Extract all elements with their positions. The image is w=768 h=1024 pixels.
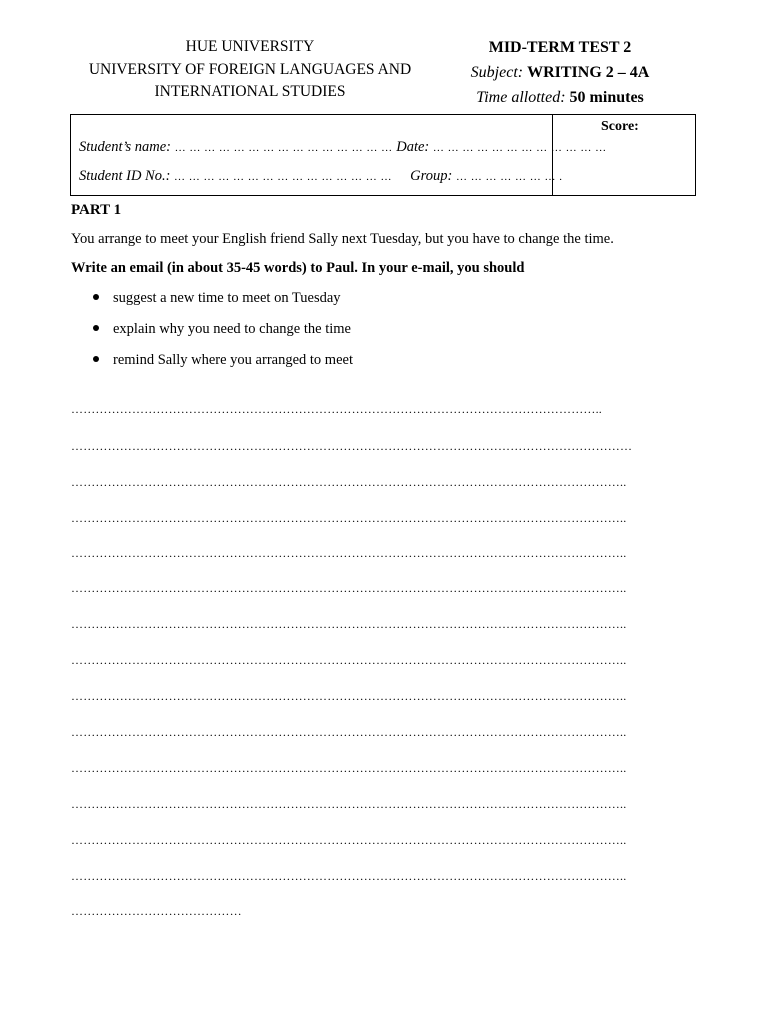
- answer-line[interactable]: …………………………………………………………………………………………………………………..: [71, 402, 602, 416]
- name-label: Student’s name:: [79, 139, 171, 155]
- university-line: INTERNATIONAL STUDIES: [154, 83, 346, 100]
- subject-line: [440, 60, 680, 85]
- student-id-label: Student ID No.:: [79, 168, 171, 184]
- university-line: UNIVERSITY OF FOREIGN LANGUAGES AND: [88, 60, 412, 78]
- bullet-icon: [93, 356, 99, 362]
- answer-line[interactable]: ………………………………………………………………………………………………………………………..: [71, 653, 627, 667]
- task-prompt: You arrange to meet your English friend Sally next Tuesday, but you have to change the time.: [71, 231, 614, 247]
- test-header: [440, 36, 680, 110]
- task-instruction: Write an email (in about 35-45 words) to Paul. In your e-mail, you should: [71, 260, 525, 276]
- group-label: Group:: [410, 168, 453, 184]
- student-info-box: [70, 114, 696, 196]
- bullet-text: suggest a new time to meet on Tuesday: [113, 290, 341, 306]
- bullet-text: explain why you need to change the time: [113, 321, 351, 337]
- answer-line[interactable]: ………………………………………………………………………………………………………………………..: [71, 475, 627, 489]
- part-title: PART 1: [71, 202, 122, 218]
- date-label: Date:: [396, 139, 430, 155]
- answer-line[interactable]: ……………………………………: [71, 904, 242, 918]
- answer-line[interactable]: ………………………………………………………………………………………………………………………..: [71, 546, 627, 560]
- name-date-row: [79, 139, 607, 156]
- answer-line[interactable]: ………………………………………………………………………………………………………………………..: [71, 797, 627, 811]
- answer-line[interactable]: ………………………………………………………………………………………………………………………..: [71, 761, 627, 775]
- answer-line[interactable]: ………………………………………………………………………………………………………………………..: [71, 617, 627, 631]
- university-header: [60, 36, 440, 104]
- bullet-icon: [93, 294, 99, 300]
- date-field[interactable]: … … … … … … … … … … … …: [432, 142, 607, 154]
- answer-line[interactable]: ………………………………………………………………………………………………………………………..: [71, 581, 627, 595]
- subject-value: WRITING 2 – 4A: [527, 64, 650, 81]
- id-group-row: [79, 168, 562, 185]
- bullet-item: [93, 321, 351, 338]
- group-field[interactable]: … … … … … … … .: [455, 171, 563, 183]
- answer-line[interactable]: …………………………………………………………………………………………………………………………: [71, 439, 633, 453]
- time-line: [440, 85, 680, 110]
- answer-line[interactable]: ………………………………………………………………………………………………………………………..: [71, 869, 627, 883]
- university-line: HUE UNIVERSITY: [185, 38, 315, 55]
- bullet-item: [93, 290, 341, 307]
- score-label: Score:: [601, 119, 639, 134]
- answer-line[interactable]: ………………………………………………………………………………………………………………………..: [71, 725, 627, 739]
- bullet-item: [93, 352, 353, 369]
- time-label: Time allotted:: [476, 89, 566, 106]
- answer-line[interactable]: ………………………………………………………………………………………………………………………..: [71, 833, 627, 847]
- subject-label: Subject:: [470, 64, 524, 81]
- bullet-icon: [93, 325, 99, 331]
- time-value: 50 minutes: [569, 89, 644, 106]
- test-title: MID-TERM TEST 2: [488, 39, 632, 56]
- bullet-text: remind Sally where you arranged to meet: [113, 352, 353, 368]
- answer-line[interactable]: ………………………………………………………………………………………………………………………..: [71, 511, 627, 525]
- answer-line[interactable]: ………………………………………………………………………………………………………………………..: [71, 689, 627, 703]
- name-field[interactable]: … … … … … … … … … … … … … … …: [174, 142, 393, 154]
- student-id-field[interactable]: … … … … … … … … … … … … … … …: [174, 171, 393, 183]
